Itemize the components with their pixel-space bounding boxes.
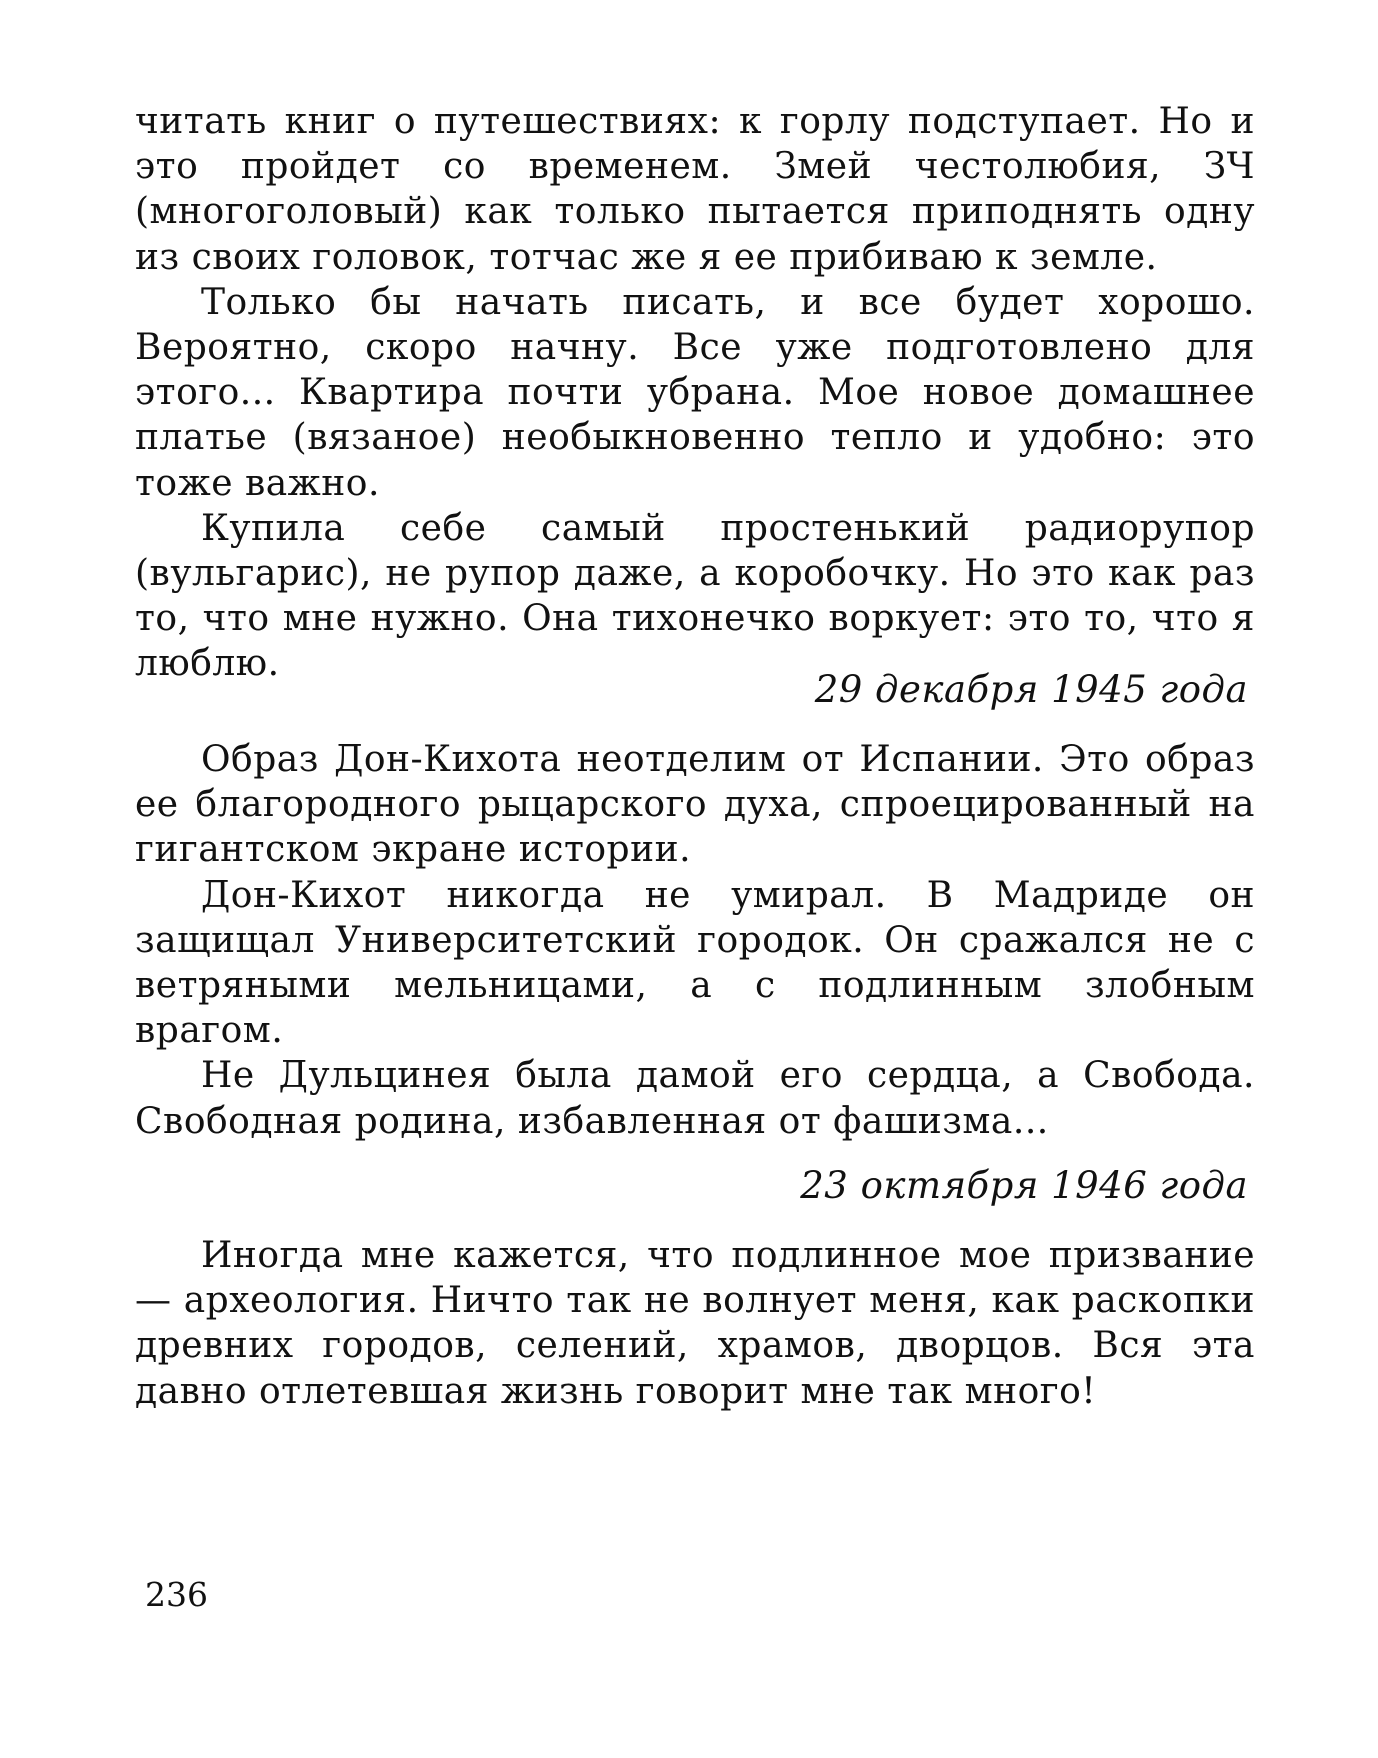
paragraph: Иногда мне кажется, что подлинное мое призвание — археология. Ничто так не волнует меня, как раскопки древних городов, селений, храмов, дворцов. Вся эта давно отлетевшая жизнь говорит мне так много! [135,1235,1255,1412]
paragraph: Купила себе самый простенький радиорупор (вульгарис), не рупор даже, а коробочку. Но это как раз то, что мне нужно. Она тихонечко воркует: это то, что я люблю. [135,507,1255,685]
entry-date: 29 декабря 1945 года [814,668,1248,711]
entry-first [135,99,1255,687]
entry-date: 23 октября 1946 года [800,1164,1248,1207]
paragraph: Образ Дон-Кихота неотделим от Испании. Это образ ее благородного рыцарского духа, спроецированный на гигантском экране истории. [135,739,1255,871]
page-number: 236 [145,1575,208,1614]
entry-third [135,1233,1255,1414]
paragraph: Только бы начать писать, и все будет хорошо. Вероятно, скоро начну. Все уже подготовлено для этого... Квартира почти убрана. Мое новое домашнее платье (вязаное) необыкновенно тепло и удобно: это тоже важно. [135,281,1255,504]
paragraph: читать книг о путешествиях: к горлу подступает. Но и это пройдет со временем. Змей честолюбия, ЗЧ (многоголовый) как только пытается приподнять одну из своих головок, тотчас же я ее прибиваю к земле. [135,101,1255,278]
paragraph: Дон-Кихот никогда не умирал. В Мадриде он защищал Университетский городок. Он сражался не с ветряными мельницами, а с подлинным злобным врагом. [135,874,1255,1052]
paragraph: Не Дульцинея была дамой его сердца, а Свобода. Свободная родина, избавленная от фашизма... [135,1055,1255,1142]
entry-second [135,737,1255,1144]
